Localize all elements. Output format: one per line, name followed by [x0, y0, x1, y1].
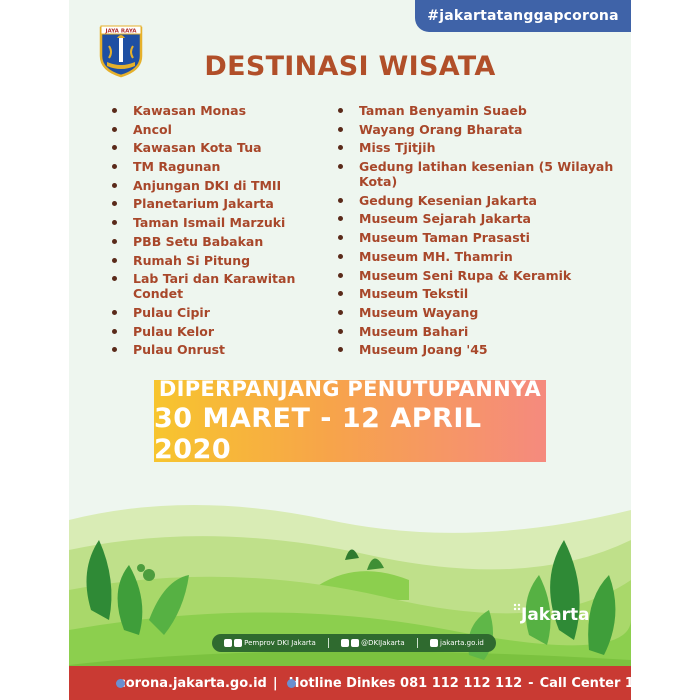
destination-list-right — [335, 103, 631, 361]
list-item: Museum Joang '45 — [335, 342, 631, 357]
footer-bar — [69, 666, 653, 700]
social-twitter-instagram[interactable] — [341, 639, 405, 647]
page-title: DESTINASI WISATA — [204, 51, 496, 82]
list-item: Museum Tekstil — [335, 286, 631, 301]
list-item: TM Ragunan — [109, 159, 319, 174]
poster — [69, 0, 653, 700]
banner-dates: 30 MARET - 12 APRIL 2020 — [154, 403, 482, 465]
social-facebook-youtube[interactable] — [224, 639, 316, 647]
list-item: Wayang Orang Bharata — [335, 122, 631, 137]
list-item: PBB Setu Babakan — [109, 234, 319, 249]
list-item: Museum Wayang — [335, 305, 631, 320]
facebook-icon — [224, 639, 232, 647]
list-item: Anjungan DKI di TMII — [109, 178, 319, 193]
list-item: Taman Ismail Marzuki — [109, 215, 319, 230]
social-label: jakarta.go.id — [440, 639, 484, 647]
list-item: Gedung latihan kesenian (5 Wilayah Kota) — [335, 159, 631, 189]
divider — [417, 638, 418, 648]
list-item: Museum MH. Thamrin — [335, 249, 631, 264]
emblem-text: JAYA RAYA — [105, 28, 137, 35]
instagram-icon — [351, 639, 359, 647]
footer-call-center: Call Center 112 — [539, 675, 653, 691]
youtube-icon — [234, 639, 242, 647]
globe-icon — [430, 639, 438, 647]
list-item: Miss Tjitjih — [335, 140, 631, 155]
list-item: Gedung Kesenian Jakarta — [335, 193, 631, 208]
list-item: Museum Seni Rupa & Keramik — [335, 268, 631, 283]
footer-separator: - — [528, 675, 534, 691]
list-item: Taman Benyamin Suaeb — [335, 103, 631, 118]
social-label: @DKIJakarta — [361, 639, 405, 647]
list-item: Museum Sejarah Jakarta — [335, 211, 631, 226]
footer-site[interactable]: corona.jakarta.go.id — [118, 675, 267, 691]
destination-list-left — [109, 103, 319, 361]
list-item: Pulau Onrust — [109, 342, 319, 357]
list-item: Lab Tari dan Karawitan Condet — [109, 271, 319, 301]
divider — [328, 638, 329, 648]
list-item: Pulau Cipir — [109, 305, 319, 320]
list-item: Kawasan Kota Tua — [109, 140, 319, 155]
banner-heading: DIPERPANJANG PENUTUPANNYA — [158, 377, 542, 401]
list-item: Museum Taman Prasasti — [335, 230, 631, 245]
list-item: Planetarium Jakarta — [109, 196, 319, 211]
closure-banner — [154, 377, 546, 465]
list-item: Kawasan Monas — [109, 103, 319, 118]
social-web[interactable] — [430, 639, 484, 647]
social-bar — [212, 634, 496, 652]
list-item: Pulau Kelor — [109, 324, 319, 339]
list-item: Museum Bahari — [335, 324, 631, 339]
list-item: Ancol — [109, 122, 319, 137]
jakarta-logo: Jakarta — [521, 605, 590, 625]
twitter-icon — [341, 639, 349, 647]
footer-hotline: Hotline Dinkes 081 112 112 112 — [288, 675, 523, 691]
hashtag-badge: #jakartatanggapcorona — [415, 0, 631, 32]
social-label: Pemprov DKI Jakarta — [244, 639, 316, 647]
footer-divider: | — [272, 675, 278, 691]
list-item: Rumah Si Pitung — [109, 253, 319, 268]
